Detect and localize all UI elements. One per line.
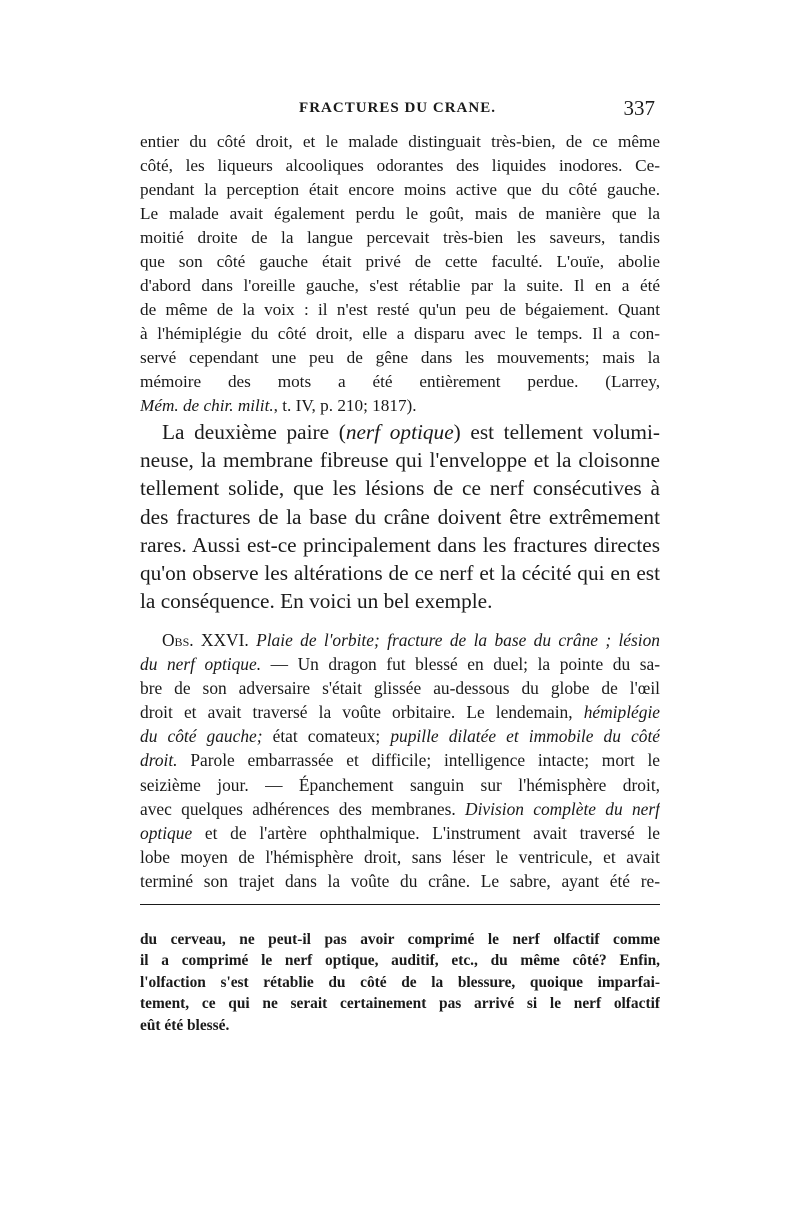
text-line: Le malade avait également perdu le goût, mais de manière que la [140,204,660,223]
italic-run: pupille dilatée et immobile du côté [390,726,660,747]
citation-reference: , t. IV, p. 210; 1817). [273,396,417,415]
text-line: entier du côté droit, et le malade distinguait très-bien, de ce même [140,132,660,151]
italic-run: Division complète du nerf [465,798,660,819]
text-line: bre de son adversaire s'était glissée au-dessous du globe de l'œil [140,678,660,699]
text-line [140,700,660,724]
text-line: neuse, la membrane fibreuse qui l'enveloppe et la cloisonne [140,448,660,473]
text-line: à l'hémiplégie du côté droit, elle a disparu avec le temps. Il a con- [140,324,660,343]
text-run: — Un dragon fut blessé en duel; la pointe du sa- [261,654,660,675]
text-line: que son côté gauche était privé de cette faculté. L'ouïe, abolie [140,252,660,271]
footnote-line: l'olfaction s'est rétablie du côté de la blessure, quoique imparfai- [140,973,660,991]
optic-nerve-paragraph [140,418,660,615]
text-line: terminé son trajet dans la voûte du crâne. Le sabre, ayant été re- [140,870,660,891]
italic-run: du nerf optique. [140,654,262,675]
text-line: seizième jour. — Épanchement sanguin sur l'hémisphère droit, [140,774,660,795]
larrey-case-continuation [140,130,660,418]
text-line [140,797,660,821]
italic-run: hémiplégie [583,702,660,723]
text-line: servé cependant une peu de gêne dans les mouvements; mais la [140,348,660,367]
text-run: ) est tellement volumi- [453,420,660,444]
footnote-line: eût été blessé. [140,1016,230,1034]
text-line: d'abord dans l'oreille gauche, s'est rétablie par la suite. Il en a été [140,276,660,295]
text-line [140,418,660,446]
text-line: lobe moyen de l'hémisphère droit, sans léser le ventricule, et avait [140,846,660,867]
text-line: tellement solide, que les lésions de ce nerf consécutives à [140,476,660,501]
running-head [140,96,655,126]
observation-title: Plaie de l'orbite; fracture de la base du crâne ; lésion [256,630,660,650]
page-number: 337 [623,96,655,120]
observation-xxvi [140,628,660,893]
text-line: pendant la perception était encore moins active que du côté gauche. [140,180,660,199]
italic-run: droit. [140,750,178,771]
footnote [140,929,660,1036]
text-line: de même de la voix : il n'est resté qu'un peu de bégaiement. Quant [140,300,660,319]
text-line: des fractures de la base du crâne doivent être extrêmement [140,504,660,529]
text-line: qu'on observe les altérations de ce nerf et la cécité qui en est [140,560,660,585]
observation-heading [140,628,660,652]
footnote-line: du cerveau, ne peut-il pas avoir comprimé le nerf olfactif comme [140,931,660,948]
text-line [140,724,660,748]
italic-run: optique [140,822,193,843]
text-run: droit et avait traversé la voûte orbitaire. Le lendemain, [140,702,573,723]
footnote-line: tement, ce qui ne serait certainement pas arrivé si le nerf olfactif [140,995,660,1013]
italic-run: du côté gauche; [140,726,263,747]
text-line [140,821,660,845]
footnote-line: il a comprimé le nerf optique, auditif, etc., du même côté? Enfin, [140,952,660,970]
text-line: moitié droite de la langue percevait très-bien les saveurs, tandis [140,228,660,247]
italic-term: nerf optique [345,420,454,444]
text-line [140,748,660,772]
text-run: Parole embarrassée et difficile; intelligence intacte; mort le [177,750,660,771]
observation-label: Obs. XXVI. [162,630,249,650]
text-run: La deuxième paire ( [162,420,346,444]
text-line: côté, les liqueurs alcooliques odorantes des liquides inodores. Ce- [140,156,660,175]
text-run: état comateux; [262,726,381,747]
text-line [140,652,660,676]
citation-title: Mém. de chir. milit. [140,396,274,415]
citation-line [140,394,660,418]
text-line: rares. Aussi est-ce principalement dans les fractures directes [140,532,660,557]
text-run: avec quelques adhérences des membranes. [140,798,456,819]
text-line: mémoire des mots a été entièrement perdue. (Larrey, [140,372,660,391]
running-title: FRACTURES DU CRANE. [299,100,496,116]
text-line: la conséquence. En voici un bel exemple. [140,589,493,614]
text-run: et de l'artère ophthalmique. L'instrument avait traversé le [192,822,660,843]
footnote-rule [140,904,660,905]
